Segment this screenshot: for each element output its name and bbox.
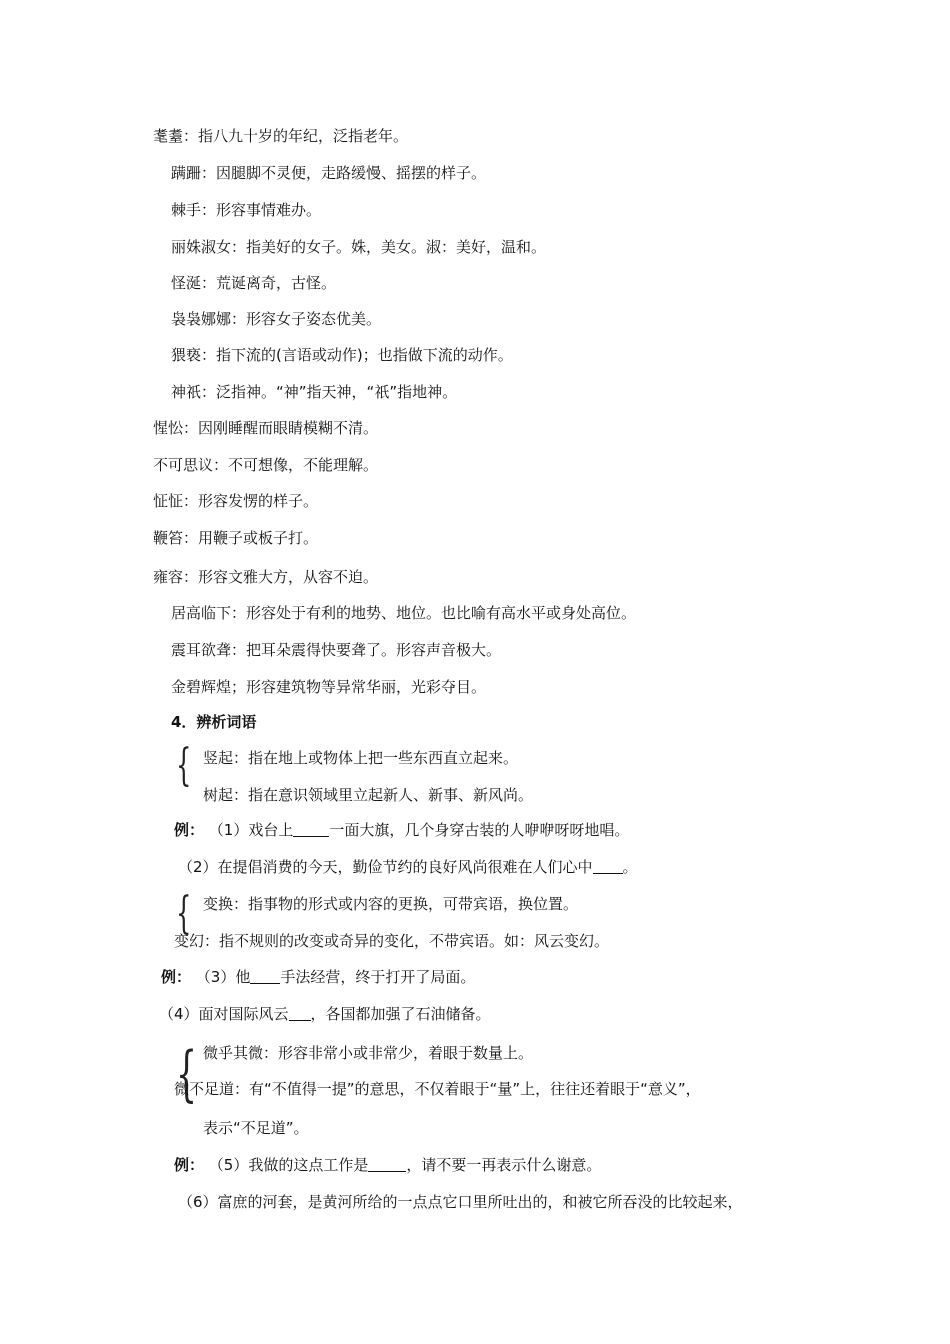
word-definition: 微不足道：有“不值得一提”的意思，不仅着眼于“量”上，往往还着眼于“意义”， [174,1080,701,1098]
brace-icon: { [176,888,192,939]
example-line [174,1155,601,1175]
example-line [178,857,638,877]
fill-blank [293,822,329,837]
example-text: （3）他 [195,968,251,986]
fill-blank [368,1157,406,1172]
definition-line: 鞭笞：用鞭子或板子打。 [153,529,319,547]
definition-line: 棘手：形容事情难办。 [171,201,322,219]
example-line [159,1004,491,1024]
definition-line: 耄耋：指八九十岁的年纪，泛指老年。 [153,127,409,145]
example-text: ，请不要一再表示什么谢意。 [406,1156,602,1174]
example-line [174,820,629,840]
word-definition: 表示“不足道”。 [203,1119,309,1137]
definition-line: 怔怔：形容发愣的样子。 [153,492,319,510]
definition-line: 怪涎：荒诞离奇，古怪。 [171,274,337,292]
example-line [161,967,475,987]
example-text: 。 [622,858,638,876]
definition-line: 不可思议：不可想像，不能理解。 [153,456,379,474]
fill-blank [593,859,623,874]
definition-line: 猥亵：指下流的(言语或动作)；也指做下流的动作。 [171,346,513,364]
example-text: ，各国都加强了石油储备。 [310,1005,491,1023]
definition-line: 袅袅娜娜：形容女子姿态优美。 [171,310,382,328]
example-text: （5）我做的这点工作是 [208,1156,369,1174]
example-label: 例： [161,968,192,986]
brace-icon: { [176,1039,198,1109]
example-label: 例： [174,1156,205,1174]
example-label: 例： [174,821,205,839]
definition-line: 惺忪：因刚睡醒而眼睛模糊不清。 [153,419,379,437]
fill-blank [289,1006,311,1021]
example-text: （4）面对国际风云 [159,1005,289,1023]
definition-line: 神祇：泛指神。“神”指天神，“祇”指地神。 [171,383,458,401]
definition-line: 丽姝淑女：指美好的女子。姝，美女。淑：美好，温和。 [171,238,547,256]
example-text: （1）戏台上 [208,821,294,839]
fill-blank [250,969,280,984]
definition-line: 雍容：形容文雅大方，从容不迫。 [153,568,379,586]
definition-line: 蹒跚：因腿脚不灵便，走路缓慢、摇摆的样子。 [171,164,487,182]
section-heading: 4．辨析词语 [171,713,257,731]
word-definition: 竖起：指在地上或物体上把一些东西直立起来。 [203,749,519,767]
brace-icon: { [176,740,192,791]
example-text: （2）在提倡消费的今天，勤俭节约的良好风尚很难在人们心中 [178,858,593,876]
definition-line: 金碧辉煌；形容建筑物等异常华丽，光彩夺目。 [171,678,487,696]
example-text: 手法经营，终于打开了局面。 [280,968,476,986]
word-definition: 变换：指事物的形式或内容的更换，可带宾语，换位置。 [203,895,579,913]
definition-line: 震耳欲聋：把耳朵震得快要聋了。形容声音极大。 [171,641,502,659]
word-definition: 树起：指在意识领域里立起新人、新事、新风尚。 [203,786,534,804]
example-text: 一面大旗，几个身穿古装的人咿咿呀呀地唱。 [329,821,630,839]
word-definition: 微乎其微：形容非常小或非常少，着眼于数量上。 [203,1044,534,1062]
example-line: （6）富庶的河套，是黄河所给的一点点它口里所吐出的，和被它所吞没的比较起来， [178,1193,743,1211]
word-definition: 变幻：指不规则的改变或奇异的变化，不带宾语。如：风云变幻。 [174,932,610,950]
definition-line: 居高临下：形容处于有利的地势、地位。也比喻有高水平或身处高位。 [171,604,637,622]
